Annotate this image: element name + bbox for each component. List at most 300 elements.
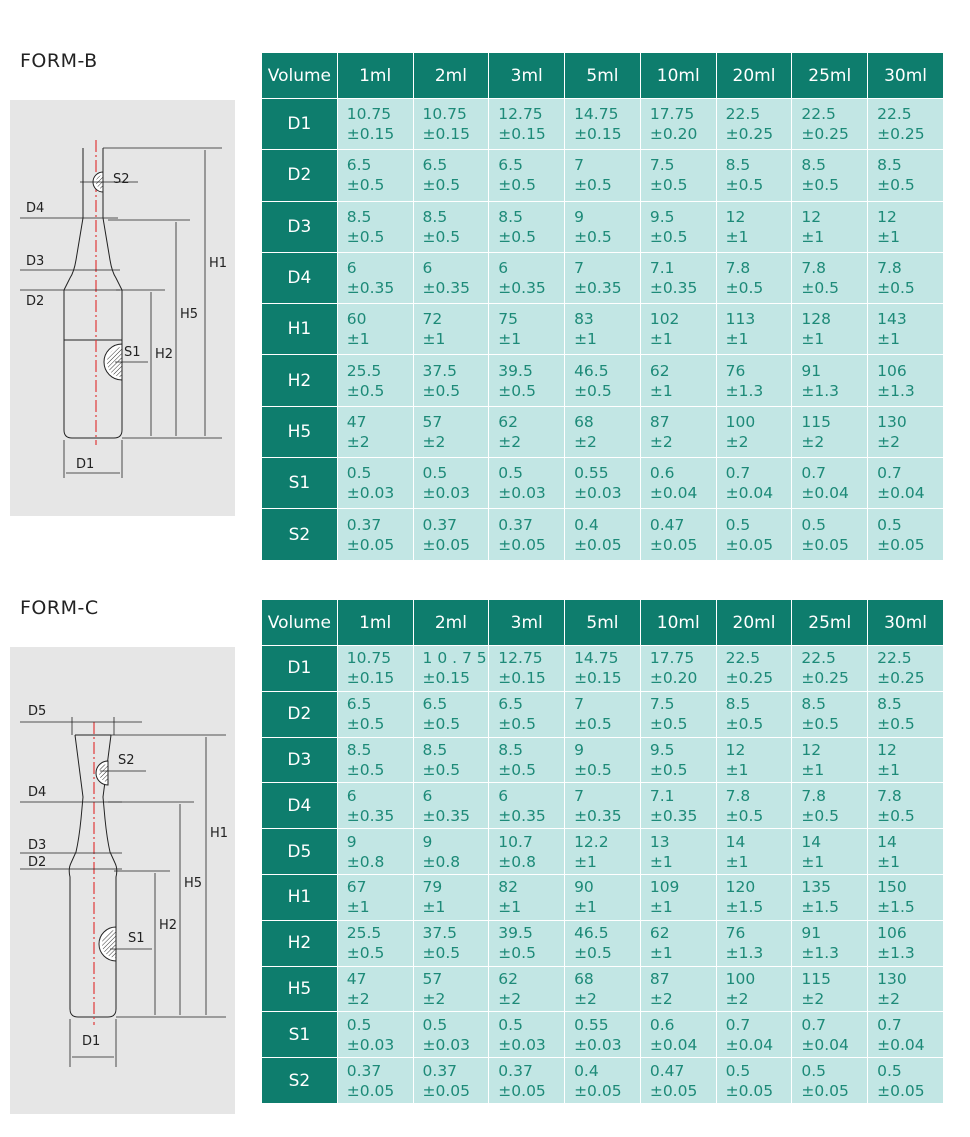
table-cell: [565, 458, 640, 508]
cell-tolerance: ±0.05: [346, 1081, 395, 1100]
cell-tolerance: ±0.05: [574, 535, 622, 554]
header-3ml: 3ml: [489, 600, 564, 645]
form-c-title: FORM-C: [20, 597, 99, 619]
table-cell: [868, 99, 943, 149]
cell-value: 47: [346, 969, 367, 988]
cell-tolerance: ±0.5: [422, 944, 461, 963]
cell-tolerance: ±0.5: [801, 715, 839, 734]
table-row: [262, 921, 943, 966]
table-cell: [792, 509, 867, 559]
form-b-spec-table: [261, 52, 944, 561]
cell-value: 8.5: [725, 695, 751, 714]
cell-tolerance: ±1.5: [725, 898, 764, 917]
cell-value: 62: [649, 361, 670, 380]
table-cell: [565, 150, 640, 200]
table-cell: [565, 407, 640, 457]
cell-value: 91: [801, 361, 822, 380]
cell-tolerance: ±0.5: [498, 760, 536, 779]
cell-tolerance: ±0.20: [649, 125, 698, 144]
table-cell: [641, 202, 716, 252]
form-b-ampoule-diagram: [10, 100, 235, 516]
cell-tolerance: ±0.05: [346, 535, 395, 554]
header-3ml: 3ml: [489, 53, 564, 98]
table-cell: [641, 829, 716, 874]
cell-tolerance: ±1.5: [801, 898, 839, 917]
cell-tolerance: ±1: [649, 852, 673, 871]
table-cell: [717, 875, 792, 920]
cell-value: 6.5: [346, 695, 372, 714]
cell-tolerance: ±0.5: [877, 715, 915, 734]
row-label: S2: [262, 509, 337, 559]
cell-tolerance: ±0.5: [725, 806, 764, 825]
table-cell: [565, 1012, 640, 1057]
table-cell: [792, 304, 867, 354]
cell-value: 7.8: [877, 259, 902, 278]
table-cell: [565, 202, 640, 252]
header-volume: Volume: [262, 53, 337, 98]
cell-tolerance: ±1: [498, 898, 522, 917]
table-cell: [792, 253, 867, 303]
cell-tolerance: ±0.5: [801, 806, 839, 825]
cell-value: 39.5: [498, 924, 533, 943]
table-cell: [489, 829, 564, 874]
cell-value: 0.37: [422, 1061, 458, 1080]
table-cell: [565, 692, 640, 737]
cell-value: 0.7: [877, 1015, 902, 1034]
cell-value: 8.5: [346, 740, 372, 759]
cell-value: 8.5: [877, 695, 902, 714]
cell-value: 7: [574, 695, 584, 714]
cell-tolerance: ±0.04: [725, 484, 774, 503]
header-2ml: 2ml: [414, 53, 489, 98]
cell-tolerance: ±1: [801, 330, 825, 349]
cell-value: 8.5: [498, 740, 523, 759]
cell-value: 106: [877, 361, 907, 380]
cell-tolerance: ±1.5: [877, 898, 915, 917]
table-cell: [565, 646, 640, 691]
cell-value: 46.5: [574, 361, 609, 380]
cell-value: 72: [422, 310, 443, 329]
table-cell: [489, 304, 564, 354]
cell-tolerance: ±0.25: [801, 125, 849, 144]
header-20ml: 20ml: [717, 53, 792, 98]
table-cell: [338, 407, 413, 457]
cell-tolerance: ±1: [801, 760, 825, 779]
cell-tolerance: ±1: [574, 898, 597, 917]
cell-value: 12: [725, 740, 746, 759]
table-row: [262, 202, 943, 252]
cell-tolerance: ±0.05: [498, 1081, 546, 1100]
cell-value: 128: [801, 310, 831, 329]
form-b-label-d4: D4: [26, 201, 45, 216]
cell-value: 39.5: [498, 361, 533, 380]
table-cell: [338, 875, 413, 920]
table-cell: [641, 99, 716, 149]
cell-tolerance: ±0.5: [346, 944, 385, 963]
form-b-label-d2: D2: [26, 294, 45, 309]
cell-value: 87: [649, 412, 670, 431]
table-cell: [717, 355, 792, 405]
cell-value: 10.7: [498, 832, 533, 851]
cell-tolerance: ±2: [877, 989, 900, 1008]
table-cell: [868, 509, 943, 559]
table-row: [262, 738, 943, 783]
cell-value: 10.75: [346, 649, 392, 668]
table-cell: [792, 875, 867, 920]
table-cell: [868, 692, 943, 737]
table-cell: [414, 407, 489, 457]
table-cell: [565, 875, 640, 920]
table-cell: [717, 407, 792, 457]
table-cell: [414, 99, 489, 149]
row-label: S2: [262, 1058, 337, 1103]
header-1ml: 1ml: [338, 600, 413, 645]
cell-tolerance: ±0.05: [877, 1081, 925, 1100]
table-cell: [868, 783, 943, 828]
cell-tolerance: ±0.05: [725, 1081, 774, 1100]
cell-value: 25.5: [346, 361, 382, 380]
table-cell: [641, 355, 716, 405]
cell-value: 60: [346, 310, 367, 329]
cell-value: 12.75: [498, 649, 543, 668]
table-cell: [792, 921, 867, 966]
table-cell: [489, 150, 564, 200]
row-label: H5: [262, 407, 337, 457]
table-cell: [868, 202, 943, 252]
cell-tolerance: ±2: [877, 432, 900, 451]
cell-tolerance: ±0.8: [346, 852, 385, 871]
table-cell: [792, 967, 867, 1012]
cell-value: 8.5: [801, 695, 827, 714]
cell-value: 6: [346, 786, 357, 805]
table-cell: [717, 829, 792, 874]
header-2ml: 2ml: [414, 600, 489, 645]
table-cell: [717, 150, 792, 200]
cell-value: 75: [498, 310, 519, 329]
cell-tolerance: ±0.15: [498, 669, 546, 688]
cell-tolerance: ±1: [649, 944, 673, 963]
cell-value: 143: [877, 310, 907, 329]
cell-tolerance: ±0.03: [498, 484, 546, 503]
table-cell: [792, 99, 867, 149]
table-cell: [717, 99, 792, 149]
table-cell: [792, 202, 867, 252]
table-cell: [489, 202, 564, 252]
form-c-label-s1: S1: [128, 931, 145, 946]
cell-tolerance: ±0.05: [877, 535, 925, 554]
form-b-label-d1: D1: [76, 457, 95, 472]
cell-tolerance: ±0.5: [725, 176, 764, 195]
table-cell: [641, 304, 716, 354]
cell-tolerance: ±0.05: [498, 535, 546, 554]
table-cell: [641, 692, 716, 737]
row-label: D2: [262, 692, 337, 737]
cell-tolerance: ±0.15: [422, 125, 471, 144]
cell-tolerance: ±0.05: [725, 535, 774, 554]
table-row: [262, 355, 943, 405]
cell-value: 113: [725, 310, 756, 329]
table-cell: [489, 875, 564, 920]
cell-tolerance: ±0.5: [649, 760, 688, 779]
cell-value: 62: [498, 412, 519, 431]
table-cell: [489, 1058, 564, 1103]
table-cell: [338, 99, 413, 149]
cell-tolerance: ±0.25: [877, 125, 925, 144]
table-row: [262, 253, 943, 303]
row-label: H1: [262, 875, 337, 920]
table-cell: [565, 355, 640, 405]
table-cell: [414, 738, 489, 783]
cell-tolerance: ±0.5: [574, 760, 612, 779]
table-cell: [641, 407, 716, 457]
table-cell: [489, 1012, 564, 1057]
cell-tolerance: ±0.03: [498, 1035, 546, 1054]
table-cell: [641, 783, 716, 828]
table-cell: [338, 202, 413, 252]
cell-tolerance: ±0.04: [725, 1035, 774, 1054]
table-cell: [338, 829, 413, 874]
table-cell: [717, 1058, 792, 1103]
table-cell: [792, 783, 867, 828]
table-row: [262, 99, 943, 149]
table-row: [262, 829, 943, 874]
table-cell: [489, 783, 564, 828]
table-cell: [868, 738, 943, 783]
cell-value: 8.5: [498, 207, 523, 226]
cell-tolerance: ±1.3: [801, 381, 839, 400]
table-cell: [338, 1012, 413, 1057]
form-c-label-h5: H5: [184, 876, 203, 891]
cell-value: 7: [574, 259, 584, 278]
cell-value: 0.5: [725, 1061, 751, 1080]
cell-value: 115: [801, 969, 831, 988]
table-cell: [414, 1012, 489, 1057]
table-cell: [338, 304, 413, 354]
cell-tolerance: ±0.5: [877, 176, 915, 195]
cell-tolerance: ±0.35: [574, 806, 622, 825]
cell-tolerance: ±1: [346, 330, 370, 349]
table-cell: [414, 692, 489, 737]
cell-value: 8.5: [877, 156, 902, 175]
cell-value: 57: [422, 969, 443, 988]
table-cell: [717, 458, 792, 508]
cell-value: 115: [801, 412, 831, 431]
cell-tolerance: ±0.5: [877, 806, 915, 825]
cell-value: 22.5: [877, 649, 912, 668]
cell-value: 0.47: [649, 515, 685, 534]
form-c-ampoule-diagram: [10, 647, 235, 1114]
cell-tolerance: ±0.5: [574, 227, 612, 246]
table-cell: [792, 458, 867, 508]
row-label: H5: [262, 967, 337, 1012]
cell-value: 150: [877, 878, 907, 897]
table-cell: [868, 1012, 943, 1057]
cell-tolerance: ±1: [725, 227, 749, 246]
table-cell: [717, 253, 792, 303]
cell-value: 0.6: [649, 464, 675, 483]
cell-tolerance: ±0.5: [725, 279, 764, 298]
header-30ml: 30ml: [868, 600, 943, 645]
cell-value: 0.5: [498, 464, 523, 483]
table-cell: [565, 253, 640, 303]
table-cell: [868, 646, 943, 691]
cell-value: 0.55: [574, 1015, 609, 1034]
cell-tolerance: ±0.04: [649, 484, 698, 503]
cell-value: 12: [725, 207, 746, 226]
cell-tolerance: ±1.3: [877, 944, 915, 963]
cell-tolerance: ±1: [877, 227, 900, 246]
table-cell: [717, 1012, 792, 1057]
table-cell: [414, 355, 489, 405]
table-cell: [414, 921, 489, 966]
table-row: [262, 1012, 943, 1057]
cell-value: 0.7: [877, 464, 902, 483]
row-label: D4: [262, 783, 337, 828]
cell-tolerance: ±0.04: [877, 484, 925, 503]
cell-value: 10.75: [346, 105, 392, 124]
cell-value: 37.5: [422, 361, 458, 380]
cell-tolerance: ±0.5: [649, 176, 688, 195]
row-label: H1: [262, 304, 337, 354]
cell-tolerance: ±1.3: [725, 381, 764, 400]
cell-tolerance: ±0.25: [725, 125, 774, 144]
form-c-label-d3: D3: [28, 838, 47, 853]
cell-value: 106: [877, 924, 907, 943]
table-cell: [489, 253, 564, 303]
cell-value: 14.75: [574, 649, 619, 668]
cell-value: 9: [574, 740, 584, 759]
cell-value: 130: [877, 969, 907, 988]
cell-tolerance: ±1.3: [877, 381, 915, 400]
cell-tolerance: ±0.5: [877, 279, 915, 298]
table-cell: [338, 646, 413, 691]
table-cell: [868, 829, 943, 874]
cell-tolerance: ±0.5: [346, 176, 385, 195]
table-cell: [641, 967, 716, 1012]
cell-value: 0.5: [422, 464, 448, 483]
cell-tolerance: ±0.5: [574, 944, 612, 963]
cell-value: 0.5: [346, 1015, 372, 1034]
table-cell: [565, 967, 640, 1012]
cell-tolerance: ±1.3: [801, 944, 839, 963]
cell-tolerance: ±0.35: [422, 279, 471, 298]
row-label: D1: [262, 99, 337, 149]
table-cell: [338, 921, 413, 966]
cell-value: 0.7: [725, 464, 751, 483]
table-cell: [641, 1058, 716, 1103]
table-cell: [338, 253, 413, 303]
table-cell: [717, 967, 792, 1012]
cell-tolerance: ±0.35: [346, 279, 395, 298]
table-row: [262, 1058, 943, 1103]
cell-value: 109: [649, 878, 680, 897]
cell-value: 8.5: [422, 740, 448, 759]
cell-tolerance: ±2: [649, 989, 673, 1008]
cell-tolerance: ±0.05: [801, 535, 849, 554]
table-cell: [792, 829, 867, 874]
form-c-label-d1: D1: [82, 1034, 101, 1049]
cell-tolerance: ±0.35: [574, 279, 622, 298]
cell-value: 1 0 . 7 5: [422, 649, 487, 668]
cell-value: 9: [574, 207, 584, 226]
cell-tolerance: ±0.15: [422, 669, 471, 688]
cell-value: 67: [346, 878, 367, 897]
table-cell: [414, 646, 489, 691]
cell-value: 0.6: [649, 1015, 675, 1034]
cell-value: 8.5: [801, 156, 827, 175]
table-cell: [868, 407, 943, 457]
table-cell: [489, 355, 564, 405]
cell-value: 87: [649, 969, 670, 988]
header-25ml: 25ml: [792, 53, 867, 98]
cell-tolerance: ±2: [801, 989, 825, 1008]
table-cell: [641, 253, 716, 303]
cell-tolerance: ±0.5: [649, 715, 688, 734]
table-row: [262, 783, 943, 828]
cell-tolerance: ±0.8: [498, 852, 536, 871]
cell-tolerance: ±1: [649, 330, 673, 349]
cell-tolerance: ±0.5: [498, 176, 536, 195]
cell-tolerance: ±1: [422, 330, 446, 349]
cell-tolerance: ±0.15: [574, 125, 622, 144]
table-cell: [489, 738, 564, 783]
table-row: [262, 692, 943, 737]
cell-tolerance: ±1: [801, 227, 825, 246]
cell-value: 0.5: [725, 515, 751, 534]
cell-value: 0.5: [422, 1015, 448, 1034]
cell-tolerance: ±0.5: [498, 381, 536, 400]
cell-value: 135: [801, 878, 831, 897]
cell-value: 0.37: [346, 515, 382, 534]
table-cell: [338, 692, 413, 737]
table-cell: [792, 355, 867, 405]
table-cell: [565, 783, 640, 828]
table-cell: [792, 738, 867, 783]
cell-tolerance: ±0.5: [498, 227, 536, 246]
cell-value: 91: [801, 924, 822, 943]
table-cell: [338, 458, 413, 508]
cell-value: 7: [574, 786, 584, 805]
cell-value: 68: [574, 412, 594, 431]
cell-value: 79: [422, 878, 443, 897]
table-cell: [338, 509, 413, 559]
cell-tolerance: ±1: [801, 852, 825, 871]
cell-value: 8.5: [422, 207, 448, 226]
cell-tolerance: ±0.5: [801, 176, 839, 195]
cell-value: 130: [877, 412, 907, 431]
table-cell: [868, 921, 943, 966]
cell-value: 0.5: [801, 1061, 827, 1080]
cell-tolerance: ±1: [877, 330, 900, 349]
table-header-row: [262, 600, 943, 645]
cell-value: 25.5: [346, 924, 382, 943]
table-cell: [338, 1058, 413, 1103]
table-cell: [565, 99, 640, 149]
form-b-label-h5: H5: [180, 307, 199, 322]
table-cell: [717, 646, 792, 691]
table-cell: [414, 150, 489, 200]
table-cell: [868, 458, 943, 508]
table-cell: [868, 1058, 943, 1103]
cell-value: 6.5: [346, 156, 372, 175]
cell-value: 7: [574, 156, 584, 175]
form-b-label-s2: S2: [113, 172, 130, 187]
cell-tolerance: ±2: [801, 432, 825, 451]
cell-value: 100: [725, 969, 756, 988]
cell-tolerance: ±1: [346, 898, 370, 917]
cell-tolerance: ±2: [498, 989, 522, 1008]
table-cell: [414, 967, 489, 1012]
